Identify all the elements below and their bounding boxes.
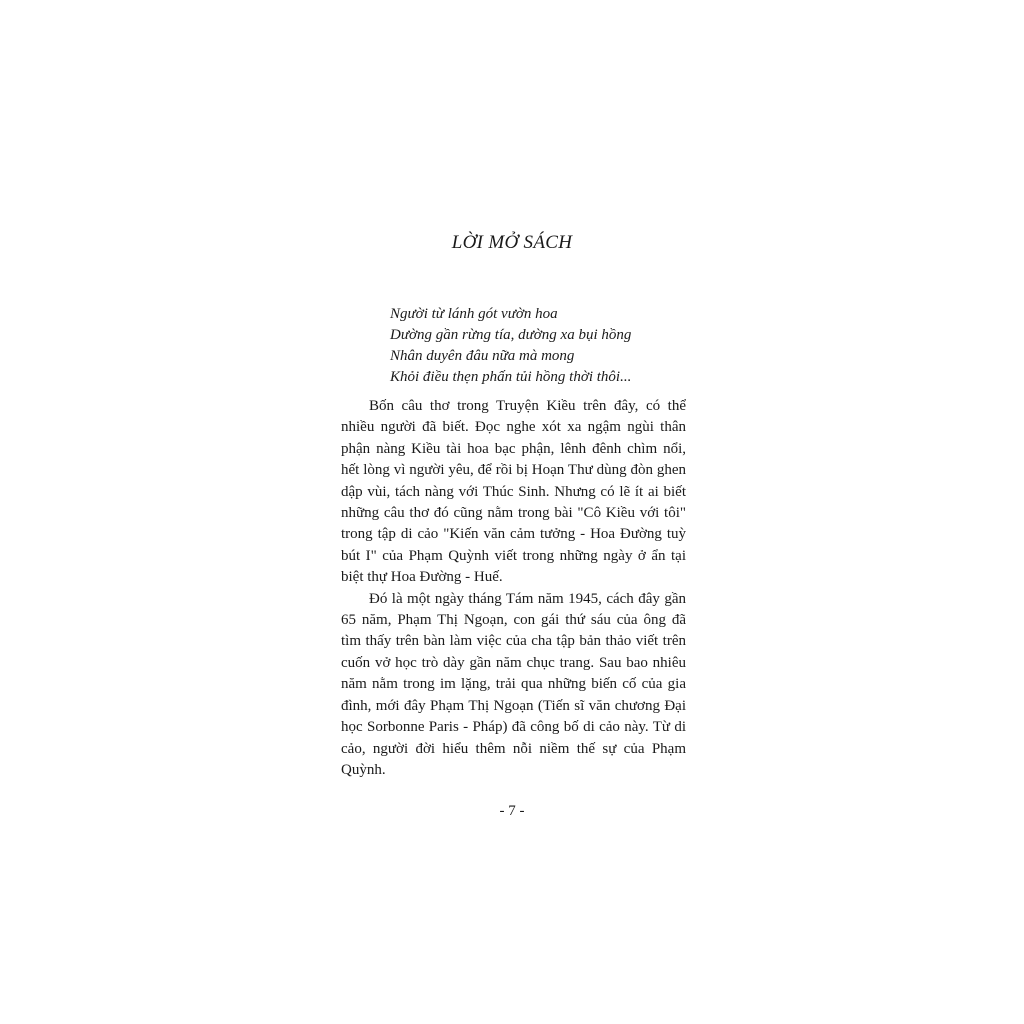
poem-stanza [390,304,631,388]
page-number: - 7 - [499,803,525,819]
body-text [341,396,686,781]
paragraph: Bốn câu thơ trong Truyện Kiều trên đây, có thể nhiều người đã biết. Đọc nghe xót xa ngậm ngùi thân phận nàng Kiều tài hoa bạc phận, lênh đênh chìm nổi, hết lòng vì người yêu, để rồi bị Hoạn Thư dùng đòn ghen dập vùi, tách nàng với Thúc Sinh. Nhưng có lẽ ít ai biết những câu thơ đó cũng nằm trong bài "Cô Kiều với tôi" trong tập di cảo "Kiến văn cảm tưởng - Hoa Đường tuỳ bút I" của Phạm Quỳnh viết trong những ngày ở ẩn tại biệt thự Hoa Đường - Huế. [341,398,686,586]
page-title: LỜI MỞ SÁCH [451,232,573,253]
poem-line: Khỏi điều thẹn phấn tủi hồng thời thôi... [390,369,632,385]
poem-line: Dường gần rừng tía, dường xa bụi hồng [390,327,632,343]
poem-line: Người từ lánh gót vườn hoa [390,306,558,322]
paragraph: Đó là một ngày tháng Tám năm 1945, cách đây gần 65 năm, Phạm Thị Ngoạn, con gái thứ sáu của ông đã tìm thấy trên bàn làm việc của cha tập bản thảo viết trên cuốn vở học trò dày gần năm chục trang. Sau bao nhiêu năm nằm trong im lặng, trải qua những biến cố của gia đình, mới đây Phạm Thị Ngoạn (Tiến sĩ văn chương Đại học Sorbonne Paris - Pháp) đã công bố di cảo này. Từ di cảo, người đời hiểu thêm nỗi niềm thế sự của Phạm Quỳnh. [341,590,686,778]
poem-line: Nhân duyên đâu nữa mà mong [390,348,575,364]
